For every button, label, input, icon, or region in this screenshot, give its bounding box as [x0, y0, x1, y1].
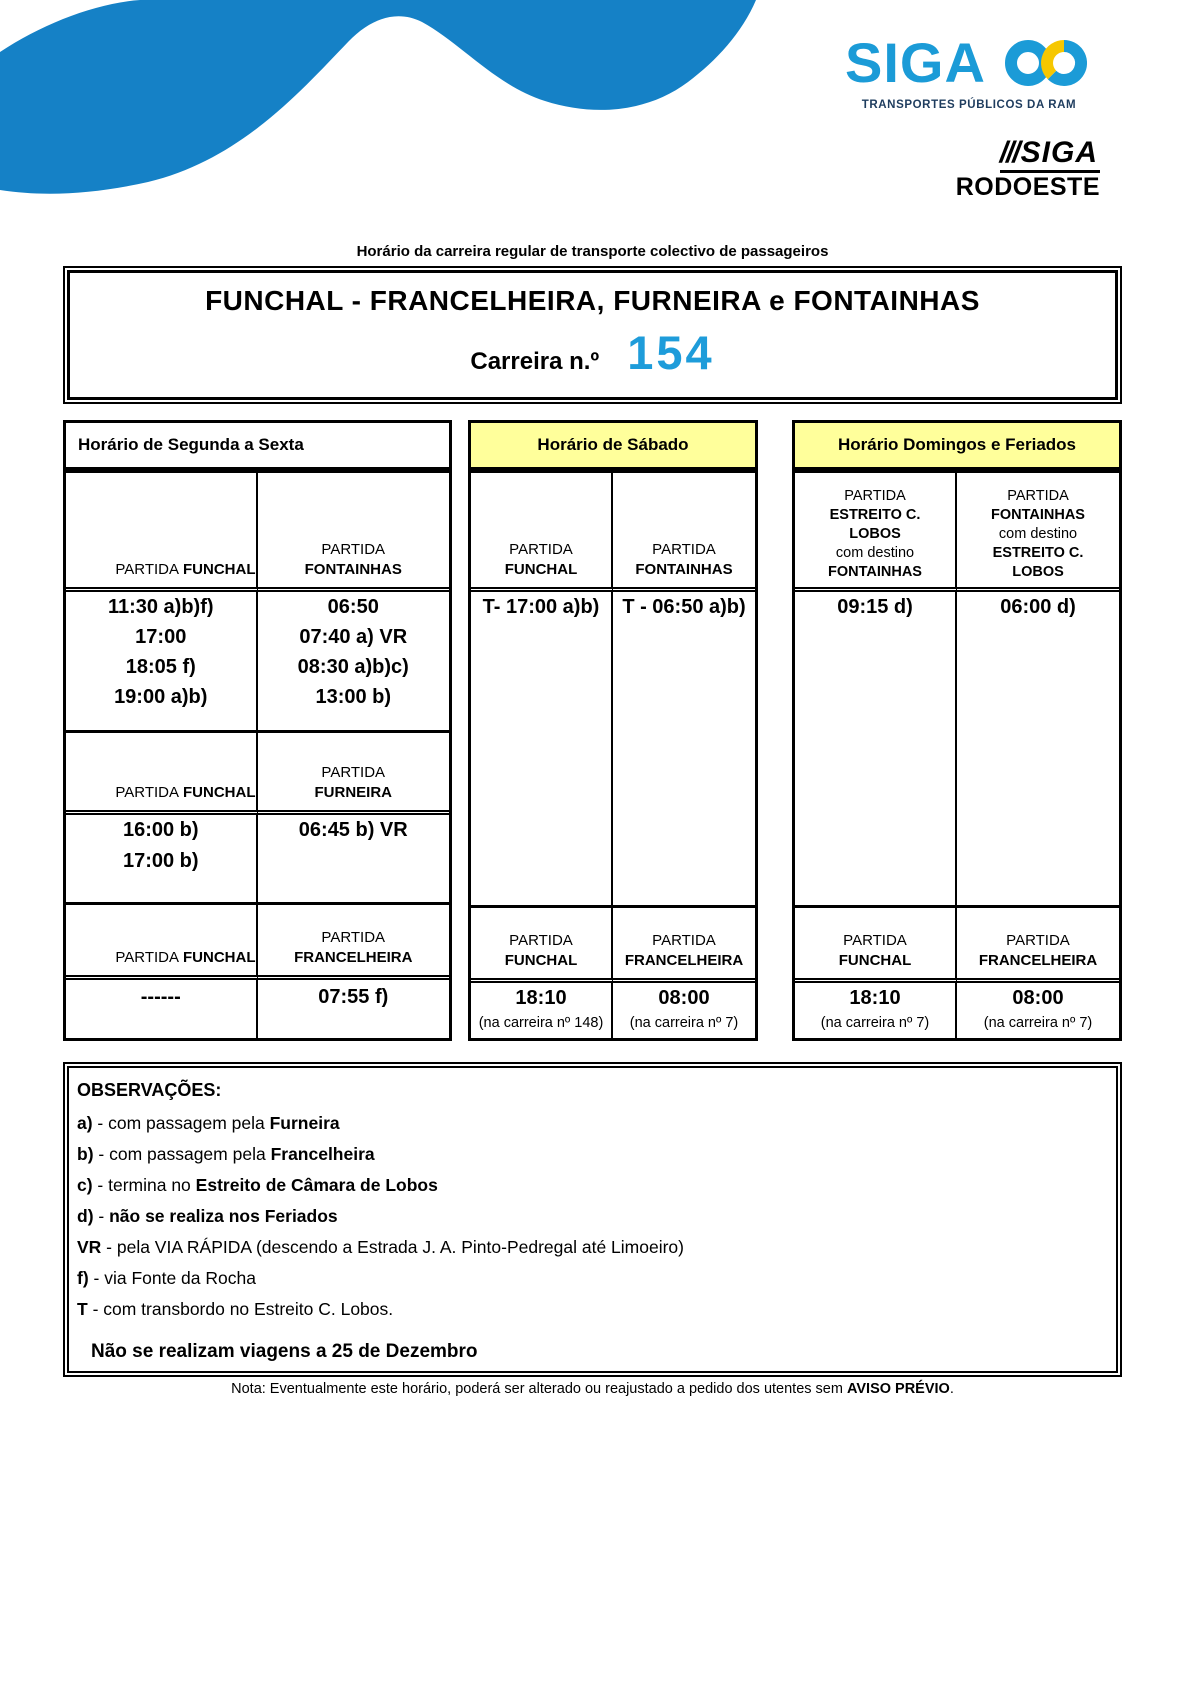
time-cell: 16:00 b) — [66, 815, 258, 846]
header-partida-francelheira: PARTIDA FRANCELHEIRA — [613, 905, 755, 983]
observations-footer: Não se realizam viagens a 25 de Dezembro — [91, 1341, 478, 1362]
rodoeste-logo-bottom: RODOESTE — [955, 173, 1100, 201]
carreira-note: (na carreira nº 7) — [629, 1015, 739, 1031]
header-partida-furneira: PARTIDA FURNEIRA — [258, 730, 450, 815]
header-partida-funchal: PARTIDA FUNCHAL — [66, 902, 258, 980]
time-cell: 07:55 f) — [318, 986, 389, 1008]
carreira-row — [470, 325, 714, 380]
timetable-weekday — [63, 470, 452, 1041]
observation-item-vr: VR - pela VIA RÁPIDA (descendo a Estrada J. A. Pinto-Pedregal até Limoeiro) — [77, 1237, 684, 1257]
spacer-cell — [66, 712, 258, 730]
speed-slashes-icon: /// — [999, 136, 1019, 169]
time-cell: 18:10 (na carreira nº 7) — [795, 983, 957, 1038]
time-cell: 06:50 — [327, 595, 379, 618]
band-saturday: Horário de Sábado — [468, 420, 758, 470]
carreira-note: (na carreira nº 7) — [820, 1015, 930, 1031]
time-cell: 07:40 a) VR — [299, 625, 408, 648]
header-partida-funchal: PARTIDA FUNCHAL — [66, 730, 258, 815]
carreira-label: Carreira n.º — [470, 348, 600, 375]
time-cell: 06:45 b) VR — [298, 819, 408, 841]
band-weekday: Horário de Segunda a Sexta — [63, 420, 452, 470]
rodoeste-logo — [950, 138, 1100, 200]
observation-item-t: T - com transbordo no Estreito C. Lobos. — [77, 1299, 394, 1319]
observation-item-c: c) - termina no Estreito de Câmara de Lobos — [77, 1175, 438, 1195]
observations-box — [63, 1062, 1122, 1377]
time-cell: 06:00 d) — [1000, 596, 1076, 618]
header-wave-shape — [0, 0, 760, 200]
time-cell: 17:00 — [66, 622, 258, 652]
header-partida-funchal: PARTIDA FUNCHAL — [471, 905, 613, 983]
observations-title: OBSERVAÇÕES: — [77, 1080, 222, 1100]
siga-logo-wordmark: SIGA — [845, 31, 986, 94]
time-cell: 09:15 d) — [795, 592, 957, 905]
header-partida-funchal: PARTIDA FUNCHAL — [795, 905, 957, 983]
band-sunday: Horário Domingos e Feriados — [792, 420, 1122, 470]
document-supertitle: Horário da carreira regular de transporte colectivo de passageiros — [356, 243, 829, 260]
header-estreito-to-fontainhas: PARTIDA ESTREITO C. LOBOS com destino FONTAINHAS — [795, 473, 957, 592]
time-cell: 19:00 a)b) — [66, 682, 258, 712]
time-cell: 13:00 b) — [315, 685, 392, 708]
observation-item-b: b) - com passagem pela Francelheira — [77, 1144, 375, 1164]
time-cell: 18:10 (na carreira nº 148) — [471, 983, 613, 1038]
time-cell — [258, 846, 450, 877]
header-partida-fontainhas: PARTIDA FONTAINHAS — [258, 473, 450, 592]
bottom-note: Nota: Eventualmente este horário, poderá ser alterado ou reajustado a pedido dos utentes sem AVISO PRÉVIO. — [231, 1381, 954, 1397]
time-cell: T- 17:00 a)b) — [471, 592, 613, 905]
time-cell: 08:00 (na carreira nº 7) — [983, 987, 1093, 1031]
header-partida-funchal: PARTIDA FUNCHAL — [66, 473, 258, 592]
time-cell: 11:30 a)b)f) — [66, 592, 258, 622]
timetable-sunday — [792, 470, 1122, 1041]
observation-item-f: f) - via Fonte da Rocha — [77, 1268, 256, 1288]
header-fontainhas-to-estreito: PARTIDA FONTAINHAS com destino ESTREITO C. LOBOS — [957, 473, 1119, 592]
siga-infinity-icon — [1002, 34, 1098, 92]
spacer-cell — [258, 712, 450, 730]
observation-item-d: d) - não se realiza nos Feriados — [77, 1206, 338, 1226]
time-cell: T - 06:50 a)b) — [622, 596, 746, 618]
time-cell: 08:00 (na carreira nº 7) — [629, 987, 739, 1031]
header-partida-francelheira: PARTIDA FRANCELHEIRA — [957, 905, 1119, 983]
time-cell: 18:05 f) — [66, 652, 258, 682]
route-title: FUNCHAL - FRANCELHEIRA, FURNEIRA e FONTAINHAS — [205, 285, 980, 316]
header-partida-francelheira: PARTIDA FRANCELHEIRA — [258, 902, 450, 980]
spacer-cell — [258, 877, 450, 902]
header-partida-fontainhas: PARTIDA FONTAINHAS — [613, 473, 755, 592]
siga-logo-tagline: TRANSPORTES PÚBLICOS DA RAM — [861, 99, 1077, 111]
header-partida-funchal: PARTIDA FUNCHAL — [471, 473, 613, 592]
carreira-note: (na carreira nº 7) — [983, 1015, 1093, 1031]
timetable-saturday — [468, 470, 758, 1041]
rodoeste-logo-top: ///SIGA — [1000, 138, 1100, 173]
time-cell: 17:00 b) — [66, 846, 258, 877]
observation-item-a: a) - com passagem pela Furneira — [77, 1113, 340, 1133]
route-title-box — [63, 266, 1122, 404]
carreira-note: (na carreira nº 148) — [478, 1015, 604, 1031]
carreira-number: 154 — [627, 326, 715, 379]
time-cell: ------ — [66, 980, 258, 1038]
spacer-cell — [66, 877, 258, 902]
time-cell: 08:30 a)b)c) — [297, 655, 409, 678]
